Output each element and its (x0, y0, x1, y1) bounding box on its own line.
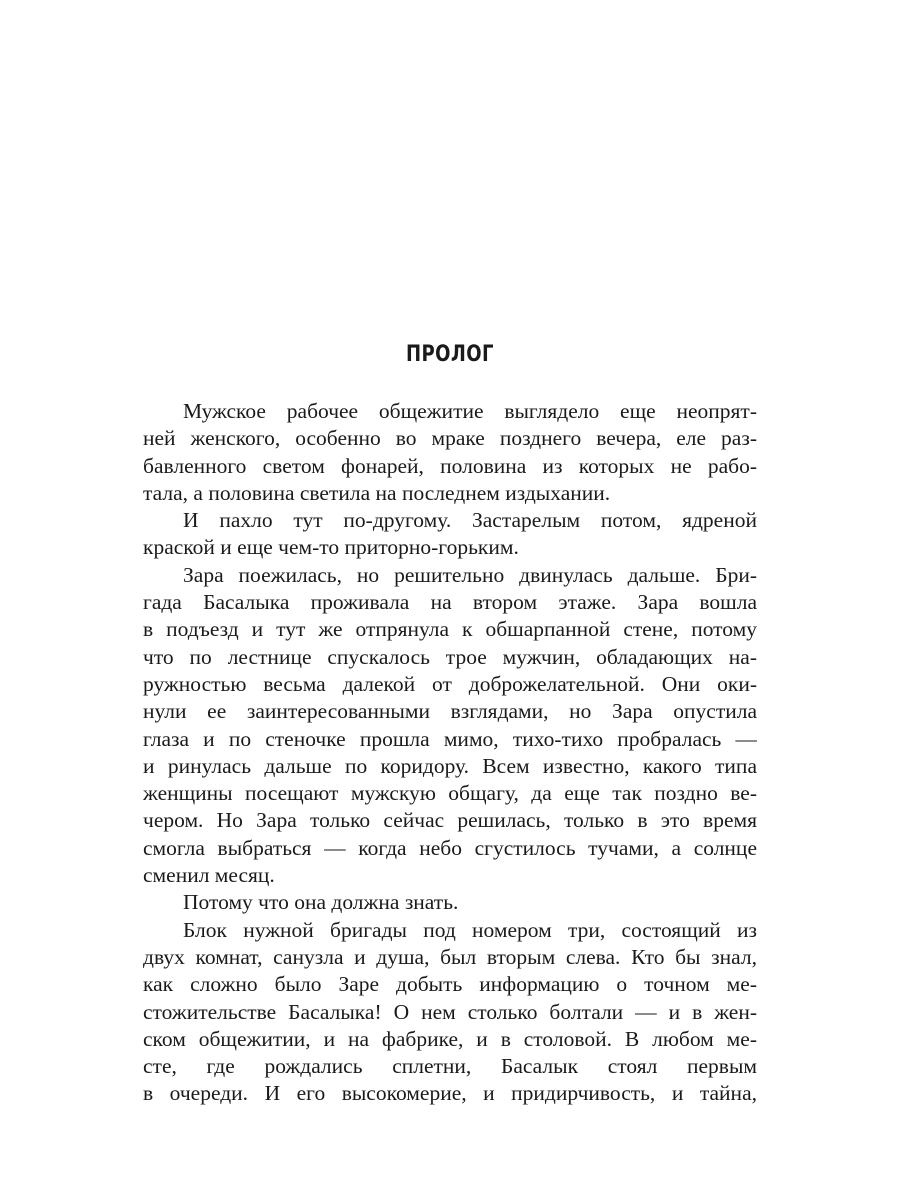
text-line: краской и еще чем-то приторно-горьким. (143, 535, 519, 560)
text-line: что по лестнице спускалось трое мужчин, обладающих на- (143, 644, 757, 669)
text-line: двух комнат, санузла и душа, был вторым слева. Кто бы знал, (143, 944, 757, 969)
paragraph (143, 398, 757, 507)
text-line: Потому что она должна знать. (183, 890, 459, 915)
text-line: женщины посещают мужскую общагу, да еще так поздно ве- (143, 781, 757, 806)
paragraph (143, 917, 757, 1108)
text-line: как сложно было Заре добыть информацию о точном ме- (143, 972, 757, 997)
text-line: стожительстве Басалыка! О нем столько болтали — и в жен- (143, 999, 757, 1024)
text-line: в очереди. И его высокомерие, и придирчивость, и тайна, (143, 1081, 757, 1106)
text-line: Зара поежилась, но решительно двинулась дальше. Бри- (183, 562, 757, 587)
text-line: Блок нужной бригады под номером три, состоящий из (183, 917, 757, 942)
text-line: Мужское рабочее общежитие выглядело еще неопрят- (183, 399, 757, 423)
text-line: И пахло тут по-другому. Застарелым потом, ядреной (183, 508, 757, 533)
text-line: нули ее заинтересованными взглядами, но Зара опустила (143, 699, 757, 724)
text-line: гада Басалыка проживала на втором этаже. Зара вошла (143, 590, 757, 615)
text-line: бавленного светом фонарей, половина из которых не рабо- (143, 453, 757, 478)
text-line: ском общежитии, и на фабрике, и в столовой. В любом ме- (143, 1026, 757, 1051)
paragraph (143, 562, 757, 890)
text-line: смогла выбраться — когда небо сгустилось тучами, а солнце (143, 835, 757, 860)
text-line: тала, а половина светила на последнем издыхании. (143, 480, 611, 505)
text-line: и ринулась дальше по коридору. Всем известно, какого типа (143, 753, 757, 778)
chapter-title: ПРОЛОГ (406, 342, 494, 367)
text-line: сте, где рождались сплетни, Басалык стоял первым (143, 1054, 757, 1079)
body-text (143, 398, 757, 1108)
text-line: сменил месяц. (143, 863, 275, 888)
text-line: в подъезд и тут же отпрянула к обшарпанной стене, потому (143, 617, 757, 642)
text-line: глаза и по стеночке прошла мимо, тихо-тихо пробралась — (143, 726, 757, 751)
text-line: ружностью весьма далекой от доброжелательной. Они оки- (143, 671, 757, 696)
paragraph (143, 889, 757, 916)
text-line: ней женского, особенно во мраке позднего вечера, еле раз- (143, 426, 757, 451)
text-line: чером. Но Зара только сейчас решилась, только в это время (143, 808, 757, 833)
paragraph (143, 507, 757, 562)
